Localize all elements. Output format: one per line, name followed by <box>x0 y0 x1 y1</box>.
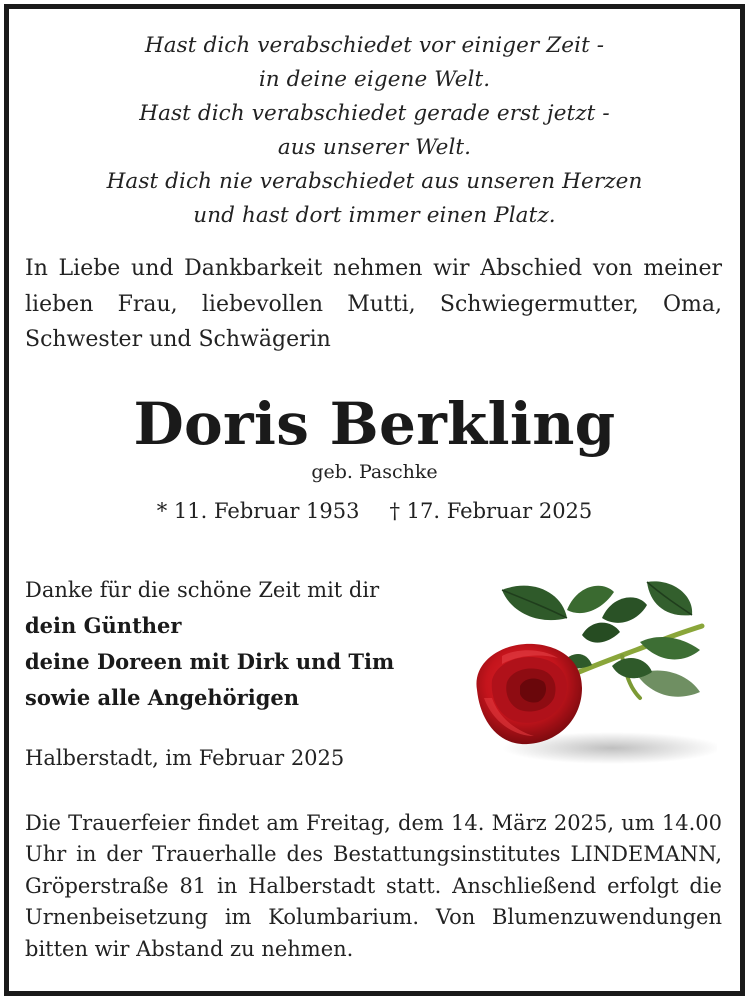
death-date: † 17. Februar 2025 <box>389 499 593 523</box>
poem-line: in deine eigene Welt. <box>258 67 491 92</box>
poem-line: Hast dich nie verabschiedet aus unseren Herzen <box>106 169 643 194</box>
birth-date: * 11. Februar 1953 <box>156 499 360 523</box>
intro-text: In Liebe und Dankbarkeit nehmen wir Abschied von meiner lieben Frau, liebevollen Mutti, Schwiegermutter, Oma, Schwester und Schwägerin <box>25 256 722 352</box>
poem-line: Hast dich verabschiedet vor einiger Zeit - <box>144 33 605 58</box>
poem-line: und hast dort immer einen Platz. <box>193 203 556 228</box>
life-dates <box>0 494 749 528</box>
maiden-name: geb. Paschke <box>311 461 438 483</box>
place-date: Halberstadt, im Februar 2025 <box>25 746 345 770</box>
mourner-line: dein Günther <box>25 613 182 638</box>
red-rose-icon <box>462 570 717 770</box>
thanks-block <box>25 572 394 716</box>
poem-line: aus unserer Welt. <box>277 135 472 160</box>
deceased-name: Doris Berkling <box>133 390 616 458</box>
funeral-info: Die Trauerfeier findet am Freitag, dem 14. März 2025, um 14.00 Uhr in der Trauerhalle des Bestattungsinstitutes LINDEMANN, Gröperstraße 81 in Halberstadt statt. Anschließend erfolgt die Urnenbeisetzung im Kolumbarium. Von Blumenzuwendungen bitten wir Abstand zu nehmen. <box>25 811 722 961</box>
thanks-lead: Danke für die schöne Zeit mit dir <box>25 578 380 602</box>
mourner-line: sowie alle Angehörigen <box>25 685 300 710</box>
mourner-line: deine Doreen mit Dirk und Tim <box>25 649 395 674</box>
poem-line: Hast dich verabschiedet gerade erst jetzt - <box>139 101 610 126</box>
poem <box>0 29 749 233</box>
